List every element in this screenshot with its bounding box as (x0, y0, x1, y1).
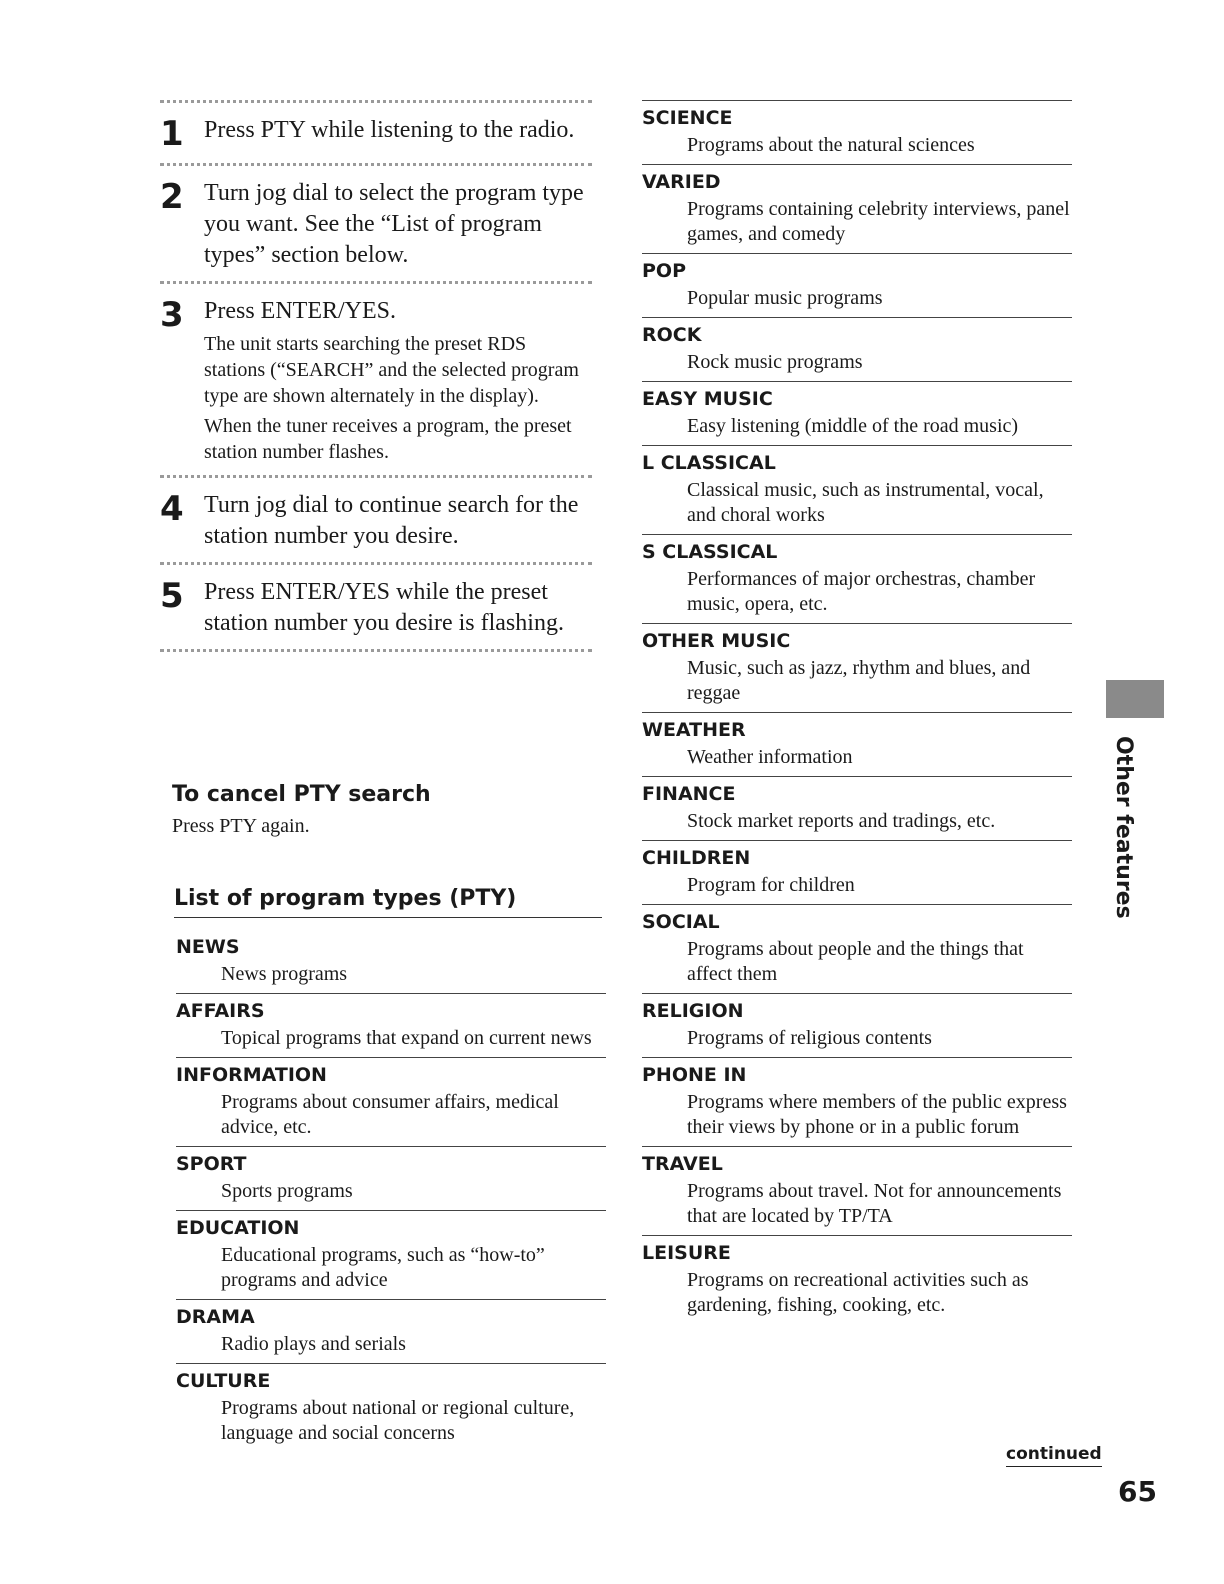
pty-name: EDUCATION (176, 1217, 300, 1239)
step-note: When the tuner receives a program, the preset station number flashes. (204, 415, 572, 463)
step-text: Press PTY while listening to the radio. (204, 117, 575, 143)
step-3 (160, 284, 592, 475)
pty-name: VARIED (642, 171, 721, 193)
cancel-section (172, 782, 602, 838)
step-note: The unit starts searching the preset RDS stations (“SEARCH” and the selected program type are shown alternately in the display). (204, 333, 579, 407)
pty-name: RELIGION (642, 1000, 744, 1022)
section-tab (1106, 680, 1164, 919)
pty-name: SPORT (176, 1153, 247, 1175)
pty-item (176, 930, 606, 994)
pty-name: CULTURE (176, 1370, 271, 1392)
pty-name: WEATHER (642, 719, 746, 741)
pty-desc: Sports programs (221, 1180, 353, 1202)
pty-desc: Classical music, such as instrumental, vocal, and choral works (687, 479, 1044, 526)
pty-item (642, 100, 1072, 165)
pty-name: OTHER MUSIC (642, 630, 791, 652)
pty-name: DRAMA (176, 1306, 255, 1328)
pty-item (642, 777, 1072, 841)
pty-desc: Music, such as jazz, rhythm and blues, and reggae (687, 657, 1031, 704)
pty-name: ROCK (642, 324, 702, 346)
pty-name: INFORMATION (176, 1064, 327, 1086)
pty-item (176, 1211, 606, 1300)
pty-name: S CLASSICAL (642, 541, 778, 563)
pty-item (642, 535, 1072, 624)
pty-desc: Programs about the natural sciences (687, 134, 975, 156)
pty-desc: Educational programs, such as “how-to” programs and advice (221, 1244, 545, 1291)
page-number: 65 (1118, 1475, 1157, 1508)
steps-section (160, 100, 592, 652)
pty-item (642, 446, 1072, 535)
pty-item (642, 1058, 1072, 1147)
pty-name: AFFAIRS (176, 1000, 265, 1022)
pty-item (642, 382, 1072, 446)
pty-desc: Programs containing celebrity interviews, panel games, and comedy (687, 198, 1070, 245)
pty-item (642, 318, 1072, 382)
pty-desc: Topical programs that expand on current news (221, 1027, 592, 1049)
pty-item (642, 1147, 1072, 1236)
pty-desc: Programs of religious contents (687, 1027, 932, 1049)
pty-list-left (176, 930, 606, 1452)
step-1 (160, 103, 592, 163)
pty-item (176, 1058, 606, 1147)
pty-item (642, 1236, 1072, 1324)
divider (160, 649, 592, 652)
pty-desc: Programs about people and the things that affect them (687, 938, 1024, 985)
pty-desc: Programs about national or regional culture, language and social concerns (221, 1397, 575, 1444)
pty-item (642, 905, 1072, 994)
step-text: Turn jog dial to continue search for the station number you desire. (204, 492, 579, 549)
pty-desc: News programs (221, 963, 348, 985)
pty-item (642, 841, 1072, 905)
pty-desc: Program for children (687, 874, 855, 896)
step-number: 3 (160, 295, 184, 335)
step-number: 2 (160, 177, 184, 217)
pty-item (642, 165, 1072, 254)
pty-name: EASY MUSIC (642, 388, 773, 410)
pty-name: LEISURE (642, 1242, 731, 1264)
pty-item (176, 1300, 606, 1364)
pty-item (176, 1364, 606, 1452)
pty-item (642, 254, 1072, 318)
pty-desc: Performances of major orchestras, chamber music, opera, etc. (687, 568, 1036, 615)
pty-name: CHILDREN (642, 847, 751, 869)
pty-name: TRAVEL (642, 1153, 723, 1175)
pty-desc: Rock music programs (687, 351, 863, 373)
pty-desc: Popular music programs (687, 287, 883, 309)
pty-list-heading: List of program types (PTY) (174, 886, 602, 918)
section-tab-label: Other features (1111, 736, 1136, 919)
pty-name: SOCIAL (642, 911, 720, 933)
continued-label: continued (1006, 1444, 1102, 1467)
pty-item (176, 994, 606, 1058)
pty-desc: Stock market reports and tradings, etc. (687, 810, 996, 832)
pty-desc: Radio plays and serials (221, 1333, 406, 1355)
pty-item (642, 994, 1072, 1058)
pty-item (642, 624, 1072, 713)
pty-name: FINANCE (642, 783, 736, 805)
pty-desc: Programs on recreational activities such as gardening, fishing, cooking, etc. (687, 1269, 1029, 1316)
step-text: Press ENTER/YES. (204, 298, 396, 324)
pty-name: SCIENCE (642, 107, 733, 129)
step-number: 1 (160, 114, 184, 154)
pty-desc: Easy listening (middle of the road music) (687, 415, 1019, 437)
pty-name: L CLASSICAL (642, 452, 776, 474)
cancel-text: Press PTY again. (172, 815, 310, 837)
step-5 (160, 565, 592, 649)
section-tab-marker (1106, 680, 1164, 718)
pty-list-right (642, 100, 1072, 1324)
pty-name: NEWS (176, 936, 240, 958)
pty-desc: Programs about consumer affairs, medical advice, etc. (221, 1091, 559, 1138)
step-number: 4 (160, 489, 184, 529)
pty-item (176, 1147, 606, 1211)
pty-item (642, 713, 1072, 777)
step-4 (160, 478, 592, 562)
pty-desc: Programs about travel. Not for announcements that are located by TP/TA (687, 1180, 1062, 1227)
pty-desc: Programs where members of the public express their views by phone or in a public forum (687, 1091, 1067, 1138)
pty-desc: Weather information (687, 746, 853, 768)
step-text: Turn jog dial to select the program type you want. See the “List of program types” section below. (204, 180, 584, 268)
step-number: 5 (160, 576, 184, 616)
pty-name: POP (642, 260, 687, 282)
pty-name: PHONE IN (642, 1064, 747, 1086)
step-text: Press ENTER/YES while the preset station number you desire is flashing. (204, 579, 564, 636)
step-2 (160, 166, 592, 281)
cancel-title: To cancel PTY search (172, 782, 431, 807)
